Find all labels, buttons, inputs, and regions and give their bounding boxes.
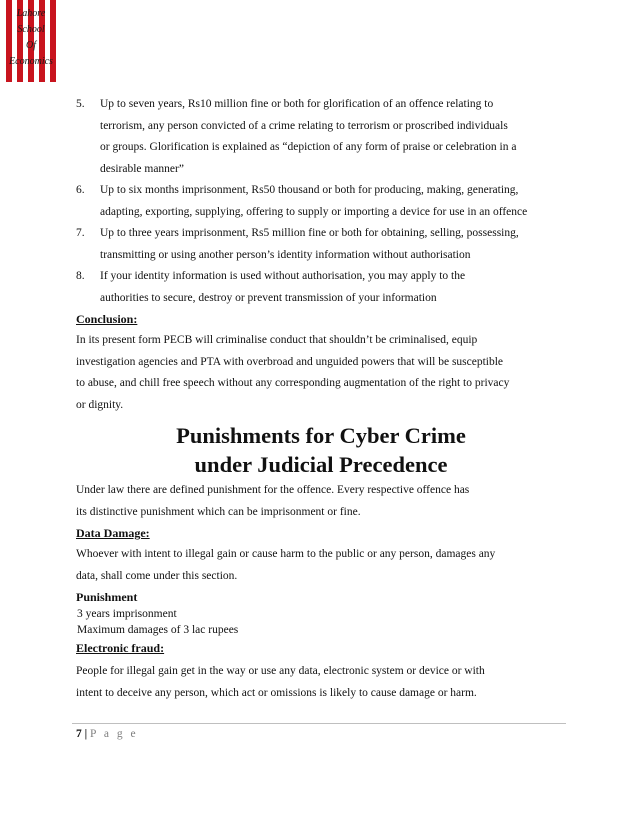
- section-title: Punishments for Cyber Crime under Judicial Precedence: [176, 423, 466, 477]
- list-item-line: terrorism, any person convicted of a crime relating to terrorism or proscribed individuals: [100, 119, 508, 132]
- list-item-line: desirable manner”: [100, 162, 184, 175]
- page-number: 7: [76, 728, 82, 740]
- list-item-line: Up to three years imprisonment, Rs5 million fine or both for obtaining, selling, possessing,: [100, 227, 519, 239]
- footer-separator: |: [84, 728, 88, 740]
- list-item-line: adapting, exporting, supplying, offering to supply or importing a device for use in an offence: [100, 205, 528, 218]
- school-logo: [6, 0, 56, 82]
- punishment-heading: Punishment: [76, 590, 138, 604]
- conclusion-paragraph: In its present form PECB will criminalise conduct that shouldn’t be criminalised, equip investigation agencies and PTA with overbroad and unguided powers that will be susceptible to abuse, and chill free speech without any corresponding augmentation of the right to privacy or dignity.: [76, 334, 510, 411]
- intro-paragraph: Under law there are defined punishment for the offence. Every respective offence has its distinctive punishment which can be imprisonment or fine.: [76, 484, 470, 518]
- logo-text: Lahore School Of Economics: [9, 8, 53, 67]
- data-damage-heading: Data Damage:: [76, 526, 150, 540]
- list-item-line: authorities to secure, destroy or prevent transmission of your information: [100, 291, 437, 304]
- electronic-fraud-paragraph: People for illegal gain get in the way or use any data, electronic system or device or with intent to deceive any person, which act or omissions is likely to cause damage or harm.: [76, 665, 485, 699]
- footer-divider: [72, 723, 566, 724]
- list-item-line: transmitting or using another person’s identity information without authorisation: [100, 248, 471, 261]
- list-item-line: or groups. Glorification is explained as “depiction of any form of praise or celebration in a: [100, 141, 517, 153]
- electronic-fraud-heading: Electronic fraud:: [76, 641, 165, 655]
- list-item-line: Up to seven years, Rs10 million fine or both for glorification of an offence relating to: [100, 98, 494, 110]
- punishment-list: [77, 607, 557, 638]
- data-damage-paragraph: Whoever with intent to illegal gain or cause harm to the public or any person, damages any data, shall come under this section.: [76, 548, 496, 582]
- list-item-line: Up to six months imprisonment, Rs50 thousand or both for producing, making, generating,: [100, 184, 519, 196]
- page-footer: [76, 728, 138, 740]
- punishment-item: Maximum damages of 3 lac rupees: [77, 623, 239, 636]
- page-label: P a g e: [90, 728, 139, 740]
- conclusion-heading: Conclusion:: [76, 312, 138, 326]
- punishment-item: 3 years imprisonment: [77, 608, 177, 620]
- list-item-line: If your identity information is used without authorisation, you may apply to the: [100, 270, 466, 282]
